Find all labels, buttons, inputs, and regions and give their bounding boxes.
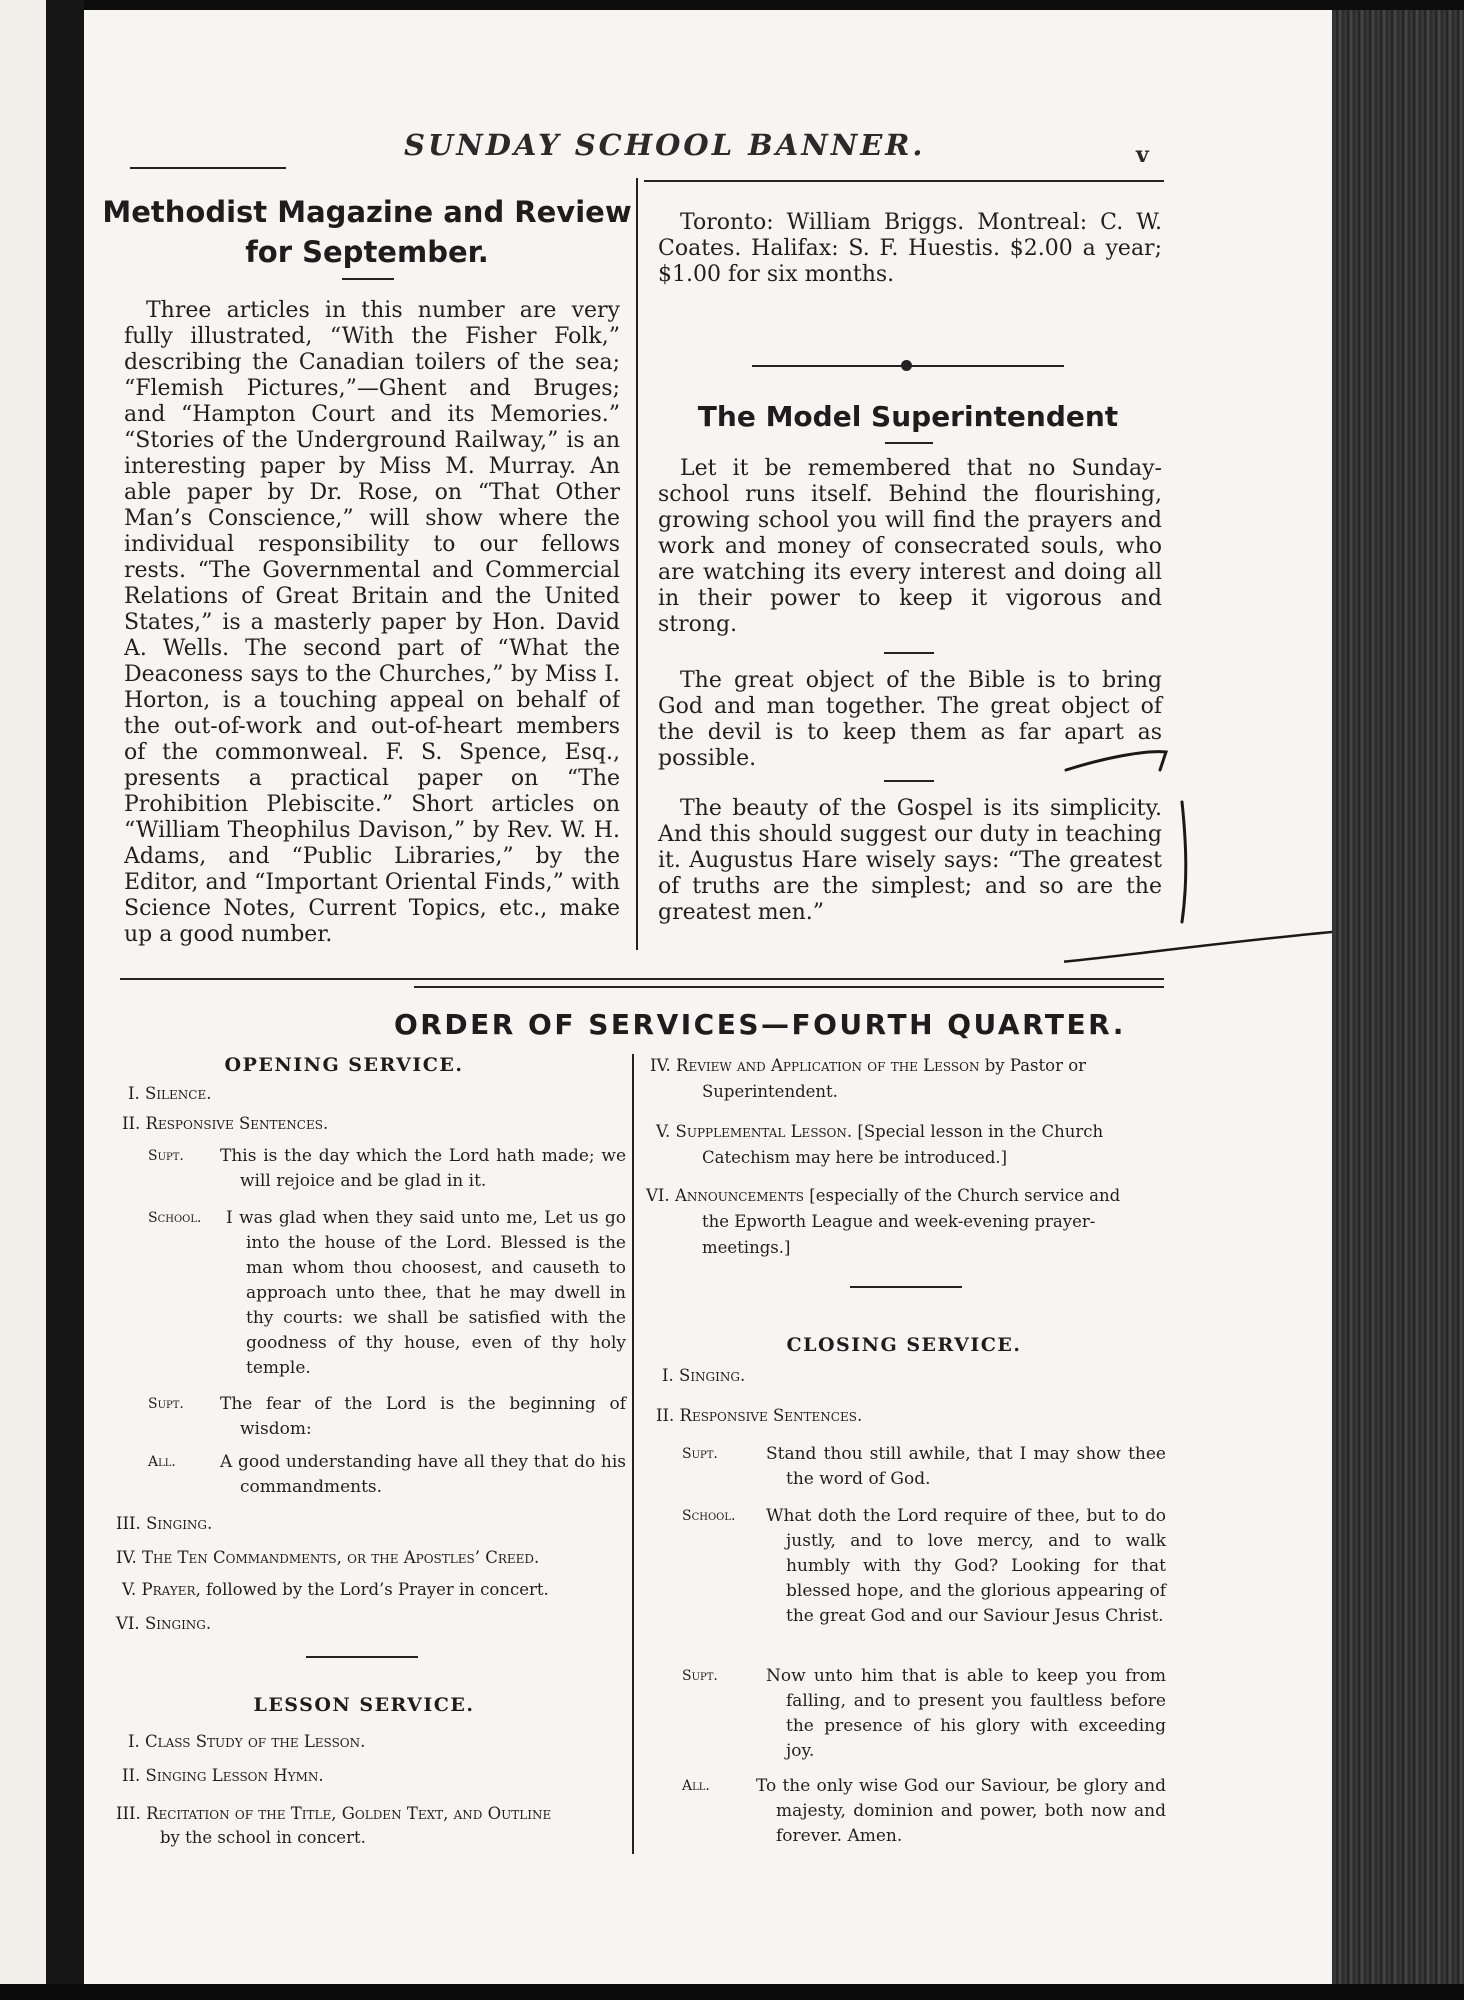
magazine-heading-line2: for September. (245, 235, 489, 269)
order-column-divider (632, 1054, 634, 1854)
order-item-4-num: IV. (650, 1056, 671, 1075)
adjacent-page-edge (0, 0, 46, 2000)
closing-item-1-label: Singing. (679, 1366, 746, 1385)
superintendent-heading: The Model Superintendent (697, 400, 1119, 433)
closing-item-2-num: II. (656, 1406, 675, 1425)
response-speaker: Supt. (682, 1446, 718, 1462)
response-text: What doth the Lord require of thee, but to do justly, and to love mercy, and to walk humbly with thy God? Looking for that blessed hope, and the glorious appearing of the great God and our Saviour Jesus Christ. (766, 1506, 1166, 1626)
lesson-item-1 (128, 1732, 365, 1751)
order-item-4-continued: Superintendent. (702, 1082, 838, 1101)
opening-item-2 (122, 1114, 328, 1133)
lesson-item-1-num: I. (128, 1732, 140, 1751)
closing-service-heading: CLOSING SERVICE. (786, 1334, 1022, 1356)
section-rule-lower (414, 986, 1164, 988)
magazine-heading-line1: Methodist Magazine and Review (102, 195, 632, 229)
magazine-heading-rule (342, 278, 394, 280)
order-item-6-rest: [especially of the Church service and (804, 1186, 1121, 1205)
closing-item-1-num: I. (662, 1366, 674, 1385)
lesson-item-3-num: III. (116, 1804, 141, 1823)
closing-item-2-label: Responsive Sentences. (679, 1406, 863, 1425)
lesson-item-1-label: Class Study of the Lesson. (145, 1732, 366, 1751)
ornament-dot-icon (901, 360, 912, 371)
header-rule-left (130, 167, 286, 169)
response-speaker: School. (148, 1210, 202, 1226)
opening-item-5-rest: followed by the Lord’s Prayer in concert. (200, 1580, 549, 1599)
closing-response-supt-2 (682, 1664, 1166, 1764)
order-of-services-title: ORDER OF SERVICES—FOURTH QUARTER. (394, 1008, 1126, 1041)
magazine-heading (102, 192, 632, 272)
response-text: Now unto him that is able to keep you from falling, and to present you faultless before the presence of his glory with exceeding joy. (766, 1666, 1166, 1761)
lesson-item-2-num: II. (122, 1766, 141, 1785)
opening-item-6-label: Singing. (144, 1614, 212, 1633)
response-speaker: All. (682, 1778, 710, 1794)
scan-bottom-border (0, 1984, 1464, 2000)
opening-item-2-label: Responsive Sentences. (145, 1114, 329, 1133)
opening-item-3 (116, 1514, 212, 1533)
opening-response-all (148, 1450, 626, 1500)
page-stack-edge (1332, 10, 1464, 1984)
order-item-4-label: Review and Application of the Lesson (676, 1056, 980, 1075)
opening-item-3-label: Singing. (146, 1514, 213, 1533)
order-item-6-continued-2: meetings.] (702, 1238, 791, 1257)
top-column-divider (636, 178, 638, 950)
opening-item-3-num: III. (116, 1514, 141, 1533)
order-item-4 (650, 1056, 1086, 1075)
order-item-5-num: V. (656, 1122, 671, 1141)
order-item-5-label: Supplemental Lesson. (675, 1122, 853, 1141)
opening-item-1-num: I. (128, 1084, 140, 1103)
opening-response-supt-1 (148, 1144, 626, 1194)
order-item-5 (656, 1122, 1103, 1141)
lesson-separator-rule (306, 1656, 418, 1658)
separator-rule-1 (884, 652, 934, 654)
printed-page (84, 10, 1332, 1984)
response-text: A good understanding have all they that do his commandments. (220, 1452, 626, 1497)
response-text: The fear of the Lord is the beginning of wisdom: (220, 1394, 626, 1439)
page-number: v (1136, 142, 1149, 168)
opening-response-school (148, 1206, 626, 1381)
superintendent-paragraph-2: The great object of the Bible is to bring God and man together. The great object of the devil is to keep them as far apart as possible. (658, 668, 1162, 771)
section-rule-upper (120, 978, 1164, 980)
opening-item-5 (122, 1580, 549, 1599)
closing-separator-rule (850, 1286, 962, 1288)
closing-item-1 (662, 1366, 745, 1385)
response-text: To the only wise God our Saviour, be glory and majesty, dominion and power, both now and forever. Amen. (756, 1776, 1166, 1846)
superintendent-paragraph-1: Let it be remembered that no Sunday-school runs itself. Behind the flourishing, growing school you will find the prayers and work and money of consecrated souls, who are watching its every interest and doing all in their power to keep it vigorous and strong. (658, 456, 1162, 637)
superintendent-paragraph-3: The beauty of the Gospel is its simplicity. And this should suggest our duty in teaching it. Augustus Hare wisely says: “The greatest of truths are the simplest; and so are the greatest men.” (658, 796, 1162, 925)
opening-item-4 (116, 1548, 539, 1567)
magazine-body (124, 298, 620, 948)
superintendent-heading-rule (885, 442, 933, 444)
publisher-note (658, 210, 1162, 288)
lesson-item-2 (122, 1766, 324, 1785)
response-text: I was glad when they said unto me, Let us go into the house of the Lord. Blessed is the man whom thou choosest, and causeth to approach unto thee, that he may dwell in thy courts: we shall be satisfied with the goodness of thy house, even of thy holy temple. (226, 1208, 626, 1378)
lesson-item-3 (116, 1804, 551, 1823)
response-speaker: All. (148, 1454, 176, 1470)
order-item-6 (646, 1186, 1120, 1205)
lesson-service-heading: LESSON SERVICE. (253, 1694, 475, 1716)
header-rule-right (644, 180, 1164, 182)
opening-item-6-num: VI. (116, 1614, 140, 1633)
opening-item-5-label: Prayer, (141, 1580, 201, 1599)
response-speaker: Supt. (148, 1396, 184, 1412)
separator-rule-2 (884, 780, 934, 782)
opening-item-5-num: V. (122, 1580, 137, 1599)
running-title: SUNDAY SCHOOL BANNER. (404, 128, 926, 162)
order-item-5-rest: [Special lesson in the Church (852, 1122, 1104, 1141)
opening-service-heading: OPENING SERVICE. (224, 1054, 464, 1076)
closing-response-school (682, 1504, 1166, 1629)
opening-response-supt-2 (148, 1392, 626, 1442)
opening-item-4-num: IV. (116, 1548, 137, 1567)
opening-item-6 (116, 1614, 211, 1633)
magazine-paragraph: Three articles in this number are very fully illustrated, “With the Fisher Folk,” describing the Canadian toilers of the sea; “Flemish Pictures,”—Ghent and Bruges; and “Hampton Court and its Memories.” “Stories of the Underground Railway,” is an interesting paper by Miss M. Murray. An able paper by Dr. Rose, on “That Other Man’s Conscience,” will show where the individual responsibility to our fellows rests. “The Governmental and Commercial Relations of Great Britain and the United States,” is a masterly paper by Hon. David A. Wells. The second part of “What the Deaconess says to the Churches,” by Miss I. Horton, is a touching appeal on behalf of the out-of-work and out-of-heart members of the commonweal. F. S. Spence, Esq., presents a practical paper on “The Prohibition Plebiscite.” Short articles on “William Theophilus Davison,” by Rev. W. H. Adams, and “Public Libraries,” by the Editor, and “Important Oriental Finds,” with Science Notes, Current Topics, etc., make up a good number. (124, 298, 620, 947)
pen-annotation-marks (1064, 730, 1332, 970)
opening-item-1-label: Silence. (145, 1084, 212, 1103)
response-text: Stand thou still awhile, that I may show thee the word of God. (766, 1444, 1166, 1489)
opening-item-4-label: The Ten Commandments, or the Apostles’ Creed. (142, 1548, 540, 1567)
opening-item-1 (128, 1084, 211, 1103)
order-item-6-label: Announcements (674, 1186, 805, 1205)
opening-item-2-num: II. (122, 1114, 141, 1133)
response-text: This is the day which the Lord hath made; we will rejoice and be glad in it. (220, 1146, 626, 1191)
order-item-6-num: VI. (646, 1186, 670, 1205)
closing-response-all (682, 1774, 1166, 1849)
lesson-item-3-label: Recitation of the Title, Golden Text, and Outline (146, 1804, 552, 1823)
book-spine (46, 0, 84, 2000)
lesson-item-2-label: Singing Lesson Hymn. (145, 1766, 324, 1785)
publisher-line: Toronto: William Briggs. Montreal: C. W. Coates. Halifax: S. F. Huestis. $2.00 a year; $1.00 for six months. (658, 210, 1162, 287)
response-speaker: Supt. (148, 1148, 184, 1164)
order-item-5-continued: Catechism may here be introduced.] (702, 1148, 1008, 1167)
response-speaker: Supt. (682, 1668, 718, 1684)
response-speaker: School. (682, 1508, 736, 1524)
closing-response-supt-1 (682, 1442, 1166, 1492)
order-item-6-continued-1: the Epworth League and week-evening prayer- (702, 1212, 1096, 1231)
closing-item-2 (656, 1406, 862, 1425)
order-item-4-rest: by Pastor or (979, 1056, 1087, 1075)
lesson-item-3-continued: by the school in concert. (160, 1828, 366, 1847)
